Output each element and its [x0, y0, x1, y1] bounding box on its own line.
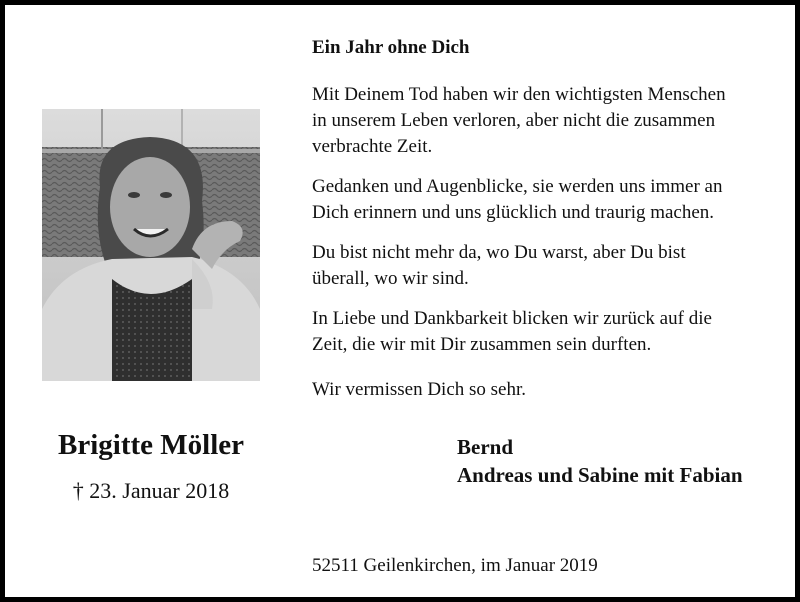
paragraph-5 [312, 377, 792, 403]
deceased-name: Brigitte Möller [58, 429, 244, 461]
paragraph-1 [312, 82, 792, 160]
text-line: Zeit, die wir mit Dir zusammen sein durften. [312, 334, 652, 355]
text-line: In Liebe und Dankbarkeit blicken wir zurück auf die [312, 308, 712, 329]
text-line: Du bist nicht mehr da, wo Du warst, aber Du bist [312, 242, 686, 263]
text-line: Wir vermissen Dich so sehr. [312, 379, 527, 400]
text-line: Gedanken und Augenblicke, sie werden uns immer an [312, 176, 723, 197]
text-line: in unserem Leben verloren, aber nicht die zusammen [312, 110, 716, 131]
death-date: † 23. Januar 2018 [72, 478, 230, 503]
place-and-date: 52511 Geilenkirchen, im Januar 2019 [312, 555, 598, 576]
signature-line-1: Bernd [457, 435, 514, 459]
paragraph-4 [312, 306, 792, 358]
notice-title: Ein Jahr ohne Dich [312, 37, 470, 58]
text-line: Mit Deinem Tod haben wir den wichtigsten Menschen [312, 84, 726, 105]
text-line: überall, wo wir sind. [312, 268, 469, 289]
text-line: Dich erinnern und uns glücklich und traurig machen. [312, 202, 715, 223]
paragraph-2 [312, 174, 792, 226]
text-line: verbrachte Zeit. [312, 136, 433, 157]
paragraph-3 [312, 240, 792, 292]
portrait-photo [42, 109, 260, 381]
signature-line-2: Andreas und Sabine mit Fabian [457, 463, 743, 487]
